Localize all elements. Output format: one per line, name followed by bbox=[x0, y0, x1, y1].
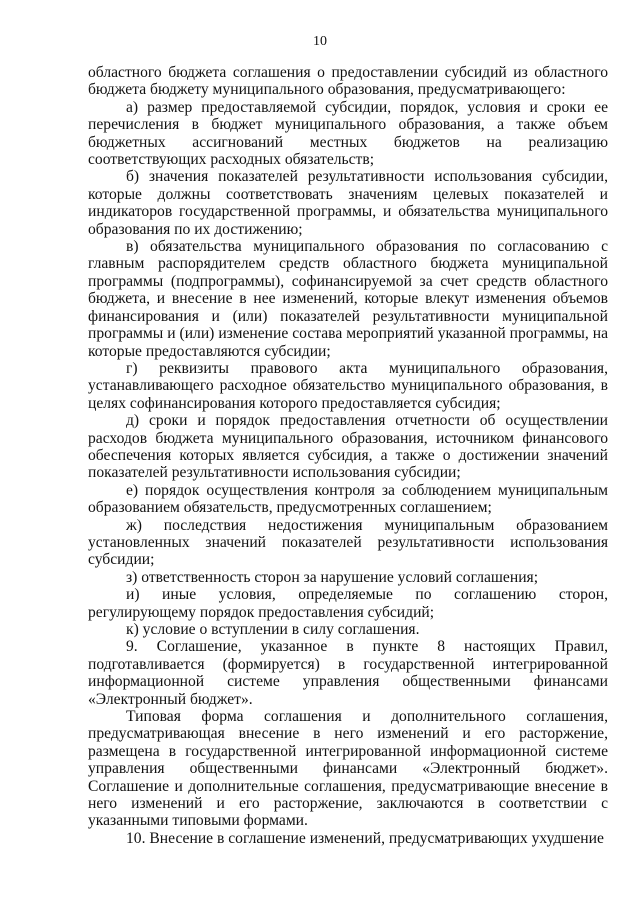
paragraph-clause-10: 10. Внесение в соглашение изменений, предусматривающих ухудшение bbox=[126, 829, 604, 847]
paragraph-item-b: б) значения показателей результативности использования субсидии, которые должны соответствовать значениям целевых показателей и индикаторов государственной программы, и обязательства муниципального образования по их достижению; bbox=[88, 168, 608, 238]
paragraph-item-g: г) реквизиты правового акта муниципального образования, устанавливающего расходное обязательство муниципального образования, в целях софинансирования которого предоставляется субсидия; bbox=[88, 359, 608, 412]
paragraph-item-d: д) сроки и порядок предоставления отчетности об осуществлении расходов бюджета муниципального образования, источником финансового обеспечения которых является субсидия, а также о достижении значений показателей результативности использования субсидии; bbox=[88, 412, 608, 482]
paragraph-continuation: областного бюджета соглашения о предоставлении субсидий из областного бюджета бюджету муниципального образования, предусматривающего: bbox=[88, 64, 608, 99]
page-number: 10 bbox=[313, 34, 327, 49]
paragraph-item-i: и) иные условия, определяемые по соглашению сторон, регулирующему порядок предоставления субсидий; bbox=[88, 586, 608, 621]
paragraph-item-e: е) порядок осуществления контроля за соблюдением муниципальным образованием обязательств, предусмотренных соглашением; bbox=[88, 481, 608, 517]
paragraph-item-zh: ж) последствия недостижения муниципальным образованием установленных значений показателей результативности использования субсидии; bbox=[88, 516, 608, 569]
paragraph-item-k: к) условие о вступлении в силу соглашения. bbox=[126, 621, 420, 638]
document-body bbox=[88, 64, 608, 847]
paragraph-item-v: в) обязательства муниципального образования по согласованию с главным распорядителем средств областного бюджета муниципальной программы (подпрограммы), софинансируемой за счет средств областного бюджета, и внесение в нее изменений, которые влекут изменения объемов финансирования и (или) показателей результативности муниципальной программы и (или) изменение состава мероприятий указанной программы, на которые предоставляются субсидии; bbox=[88, 238, 608, 360]
paragraph-clause-9: 9. Соглашение, указанное в пункте 8 настоящих Правил, подготавливается (формируется) в государственной интегрированной информационной системе управления общественными финансами «Электронный бюджет». bbox=[88, 638, 608, 708]
paragraph-typical-form: Типовая форма соглашения и дополнительного соглашения, предусматривающая внесение в него изменений и его расторжение, размещена в государственной интегрированной информационной системе управления общественными финансами «Электронный бюджет». Соглашение и дополнительные соглашения, предусматривающие внесение в него изменений и его расторжение, заключаются в соответствии с указанными типовыми формами. bbox=[88, 708, 608, 830]
paragraph-item-a: а) размер предоставляемой субсидии, порядок, условия и сроки ее перечисления в бюджет муниципального образования, а также объем бюджетных ассигнований местных бюджетов на реализацию соответствующих расходных обязательств; bbox=[88, 98, 608, 169]
paragraph-item-z: з) ответственность сторон за нарушение условий соглашения; bbox=[126, 568, 539, 586]
